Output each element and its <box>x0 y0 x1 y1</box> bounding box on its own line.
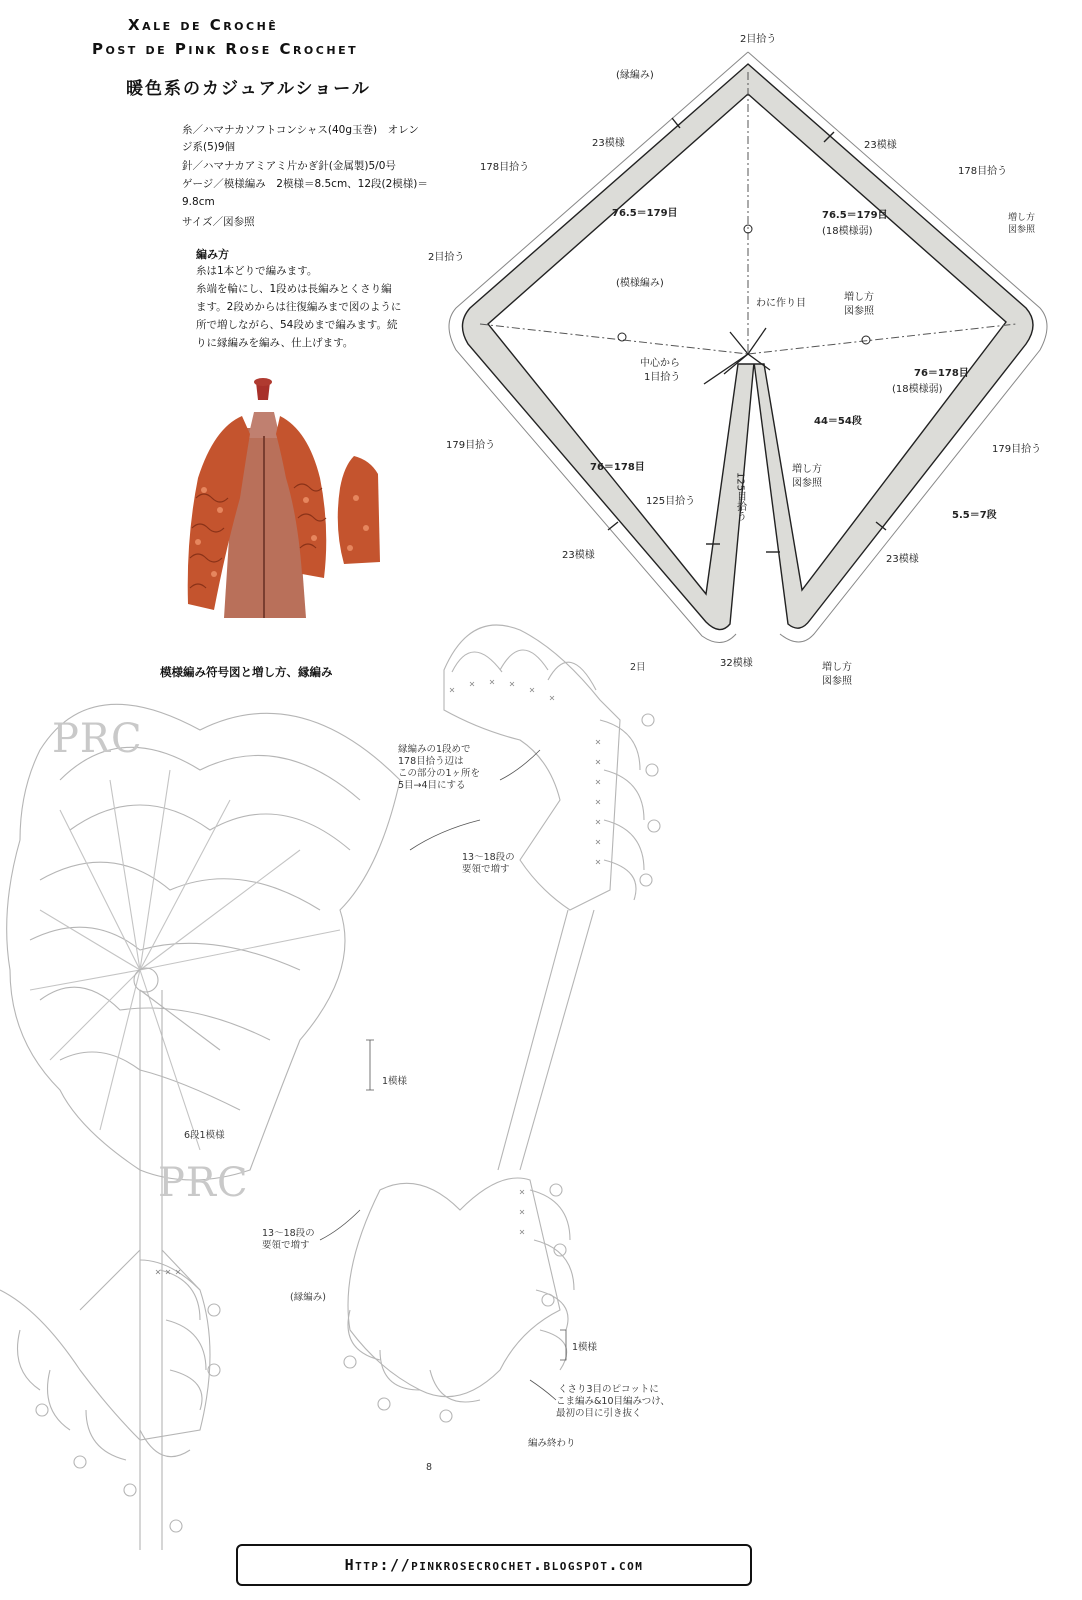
spec-yarn-1: 糸／ハマナカソフトコンシャス(40g玉巻) オレン <box>182 124 419 136</box>
spec-gauge-2: 9.8cm <box>182 196 215 208</box>
note-edge-1: 縁編みの1段めで <box>398 744 471 755</box>
label-right-76b: (18模様弱) <box>892 384 943 395</box>
label-left-76: 76＝178目 <box>590 462 645 473</box>
label-right-76: 76＝178目 <box>914 368 969 379</box>
title-line-2: Post de Pink Rose Crochet <box>92 40 359 58</box>
label-right-23: 23模様 <box>864 140 897 151</box>
finish-label: 編み終わり <box>528 1438 576 1449</box>
label-top-pick: 2目拾う <box>740 34 777 45</box>
blog-url-link[interactable]: Http://pinkrosecrochet.blogspot.com <box>236 1544 752 1586</box>
label-inc-mid: 増し方 <box>792 464 822 475</box>
label-right-765: 76.5＝179目 <box>822 210 888 221</box>
japanese-title: 暖色系のカジュアルショール <box>126 79 371 99</box>
shawl-photo <box>184 378 380 624</box>
row-number-8: 8 <box>426 1462 433 1473</box>
chart-caption: 模様編み符号図と増し方、縁編み <box>160 665 333 679</box>
spec-needle: 針／ハマナカアミアミ片かぎ針(金属製)5/0号 <box>182 160 396 172</box>
watermark: PRC <box>52 716 143 762</box>
label-right-179pick: 179目拾う <box>992 444 1042 455</box>
spec-yarn-2: ジ系(5)9個 <box>182 141 236 153</box>
label-inc-top: 増し方 <box>844 292 874 303</box>
shawl-schematic <box>428 24 1080 687</box>
label-inc-bot2: 図参照 <box>822 676 852 687</box>
note-edge-2: 178目拾う辺は <box>398 756 464 767</box>
inc-1318-b: 13～18段の <box>262 1228 315 1239</box>
label-center-125: 125目拾う <box>734 472 746 522</box>
howto-line: りに縁編みを編み、仕上げます。 <box>196 337 354 349</box>
label-left-178: 178目拾う <box>480 162 530 173</box>
note-edge-4: 5目→4目にする <box>398 780 466 791</box>
label-bottom-right-23: 23模様 <box>886 554 919 565</box>
howto-line: 所で増しながら、54段めまで編みます。続 <box>196 319 398 331</box>
six-rows: 6段1模様 <box>184 1130 225 1141</box>
watermark: PRC <box>158 1160 249 1206</box>
chart-label-2st: 2目 <box>630 662 646 673</box>
label-right-edge-inc: 増し方 <box>1008 213 1036 223</box>
inc-1318-a: 13～18段の <box>462 852 515 863</box>
howto-heading: 編み方 <box>196 248 229 261</box>
label-right-765b: (18模様弱) <box>822 226 873 237</box>
label-left-23: 23模様 <box>592 138 625 149</box>
label-pick-125: 125目拾う <box>646 496 696 507</box>
picot-note-2: こま編み&10目編みつけ、 <box>556 1396 670 1407</box>
picot-note-1: くさり3目のピコットに <box>558 1384 659 1395</box>
inc-1318-b2: 要領で増す <box>262 1240 310 1251</box>
label-rows-44: 44＝54段 <box>814 416 862 427</box>
label-left-179pick: 179目拾う <box>446 440 496 451</box>
inc-1318-a2: 要領で増す <box>462 864 510 875</box>
label-inc-bot: 増し方 <box>822 662 852 673</box>
label-center-pattern: (模様編み) <box>616 278 664 289</box>
note-edge-3: この部分の1ヶ所を <box>398 768 481 779</box>
one-pattern-b: 1模様 <box>572 1342 598 1353</box>
spec-size: サイズ／図参照 <box>182 216 255 228</box>
label-inc-mid2: 図参照 <box>792 478 822 489</box>
label-inc-top2: 図参照 <box>844 306 874 317</box>
label-left-765: 76.5＝179目 <box>612 208 678 219</box>
label-ring: わに作り目 <box>756 298 806 309</box>
label-left-2pick: 2目拾う <box>428 252 465 263</box>
crochet-symbol-chart <box>0 610 1082 1540</box>
howto-line: ます。2段めからは往復編みまで図のように <box>196 301 402 313</box>
label-center-pick2: 1目拾う <box>644 372 681 383</box>
spec-gauge-1: ゲージ／模様編み 2模様＝8.5cm、12段(2模様)＝ <box>182 178 428 190</box>
label-edging: (縁編み) <box>616 70 654 81</box>
title-line-1: Xale de Crochê <box>128 16 279 34</box>
howto-line: 糸端を輪にし、1段めは長編みとくさり編 <box>196 283 392 295</box>
label-right-178: 178目拾う <box>958 166 1008 177</box>
label-right-edge-inc2: 図参照 <box>1008 225 1036 235</box>
picot-note-3: 最初の目に引き抜く <box>556 1408 642 1419</box>
label-center-pick: 中心から <box>640 358 680 369</box>
label-rows-55: 5.5＝7段 <box>952 510 997 521</box>
howto-line: 糸は1本どりで編みます。 <box>196 265 318 277</box>
edging-b: (縁編み) <box>290 1292 326 1303</box>
one-pattern: 1模様 <box>382 1076 408 1087</box>
label-bottom-left-23: 23模様 <box>562 550 595 561</box>
label-bottom-32: 32模様 <box>720 658 753 669</box>
